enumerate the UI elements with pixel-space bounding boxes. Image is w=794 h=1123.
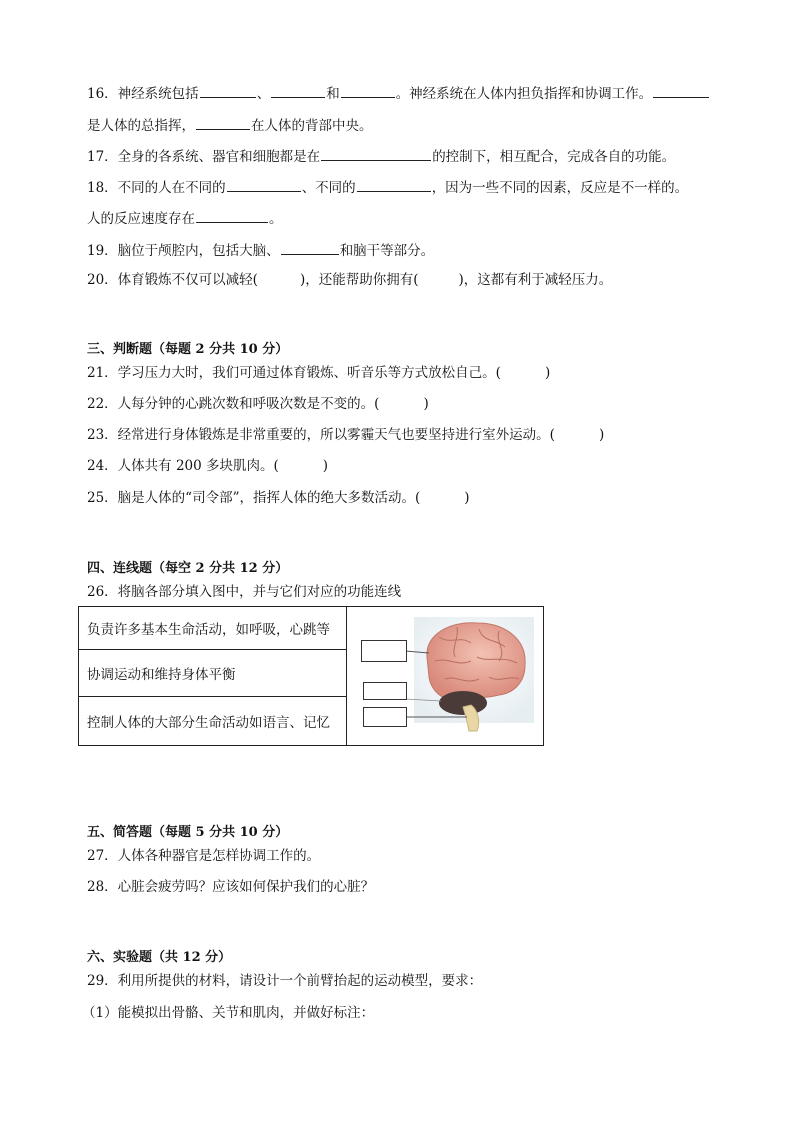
label-box-brainstem[interactable]: [363, 707, 407, 727]
blank[interactable]: [357, 177, 431, 192]
question-18-cont: 人的反应速度存在 。: [87, 208, 283, 228]
matching-table: [78, 606, 544, 746]
label-box-cerebellum[interactable]: [363, 682, 407, 700]
section-5-title: 五、简答题（每题 5 分共 10 分）: [87, 825, 289, 840]
question-18: 18．不同的人在不同的 、不同的 ，因为一些不同的因素，反应是不一样的。: [87, 177, 688, 197]
section-3-title: 三、判断题（每题 2 分共 10 分）: [87, 342, 289, 357]
question-21: 21．学习压力大时，我们可通过体育锻炼、听音乐等方式放松自己。( ): [87, 365, 551, 381]
question-29-part-1: （1）能模拟出骨骼、关节和肌肉，并做好标注：: [82, 1005, 375, 1021]
question-16-cont: 是人体的总指挥， 在人体的背部中央。: [87, 115, 373, 135]
label-box-cerebrum[interactable]: [361, 640, 407, 662]
question-29: 29．利用所提供的材料，请设计一个前臂抬起的运动模型，要求：: [87, 973, 483, 989]
question-27: 27．人体各种器官是怎样协调工作的。: [87, 848, 321, 864]
question-23: 23．经常进行身体锻炼是非常重要的，所以雾霾天气也要坚持进行室外运动。( ): [87, 427, 605, 443]
question-26: 26．将脑各部分填入图中，并与它们对应的功能连线: [87, 584, 402, 600]
blank[interactable]: [653, 83, 709, 98]
question-20: 20．体育锻炼不仅可以减轻( )，还能帮助你拥有( )，这都有利于减轻压力。: [87, 272, 613, 288]
blank[interactable]: [341, 83, 395, 98]
cerebrum: [427, 623, 525, 701]
question-22: 22．人每分钟的心跳次数和呼吸次数是不变的。( ): [87, 396, 429, 412]
cerebellum: [439, 691, 487, 715]
question-28: 28．心脏会疲劳吗？应该如何保护我们的心脏？: [87, 879, 375, 895]
question-19: 19．脑位于颅腔内，包括大脑、 和脑干等部分。: [87, 240, 434, 260]
function-item[interactable]: 负责许多基本生命活动，如呼吸，心跳等: [79, 607, 347, 650]
blank[interactable]: [196, 208, 268, 223]
blank[interactable]: [227, 177, 301, 192]
blank[interactable]: [196, 115, 250, 130]
question-24: 24．人体共有 200 多块肌肉。( ): [87, 458, 329, 474]
blank[interactable]: [200, 83, 256, 98]
section-4-title: 四、连线题（每空 2 分共 12 分）: [87, 561, 289, 576]
section-6-title: 六、实验题（共 12 分）: [87, 950, 232, 965]
question-17: 17．全身的各系统、器官和细胞都是在 的控制下，相互配合，完成各自的功能。: [87, 146, 675, 166]
brain-figure-cell: [347, 607, 544, 746]
question-25: 25．脑是人体的“司令部”，指挥人体的绝大多数活动。( ): [87, 490, 470, 506]
blank[interactable]: [281, 240, 339, 255]
question-16: 16．神经系统包括 、 和 。神经系统在人体内担负指挥和协调工作。: [87, 83, 710, 103]
function-item[interactable]: 协调运动和维持身体平衡: [79, 650, 347, 697]
blank[interactable]: [271, 83, 325, 98]
function-item[interactable]: 控制人体的大部分生命活动如语言、记忆: [79, 697, 347, 746]
blank[interactable]: [321, 146, 431, 161]
